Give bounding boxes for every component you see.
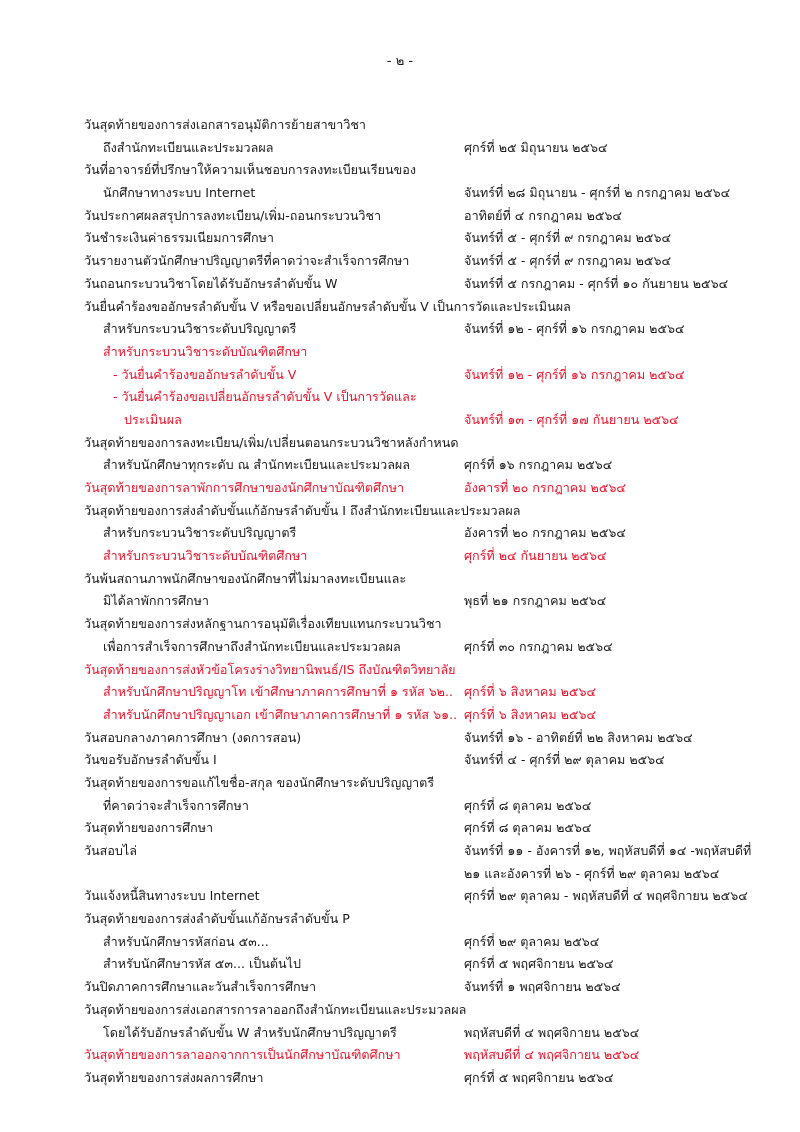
event-label: วันสุดท้ายของการส่งเอกสารการลาออกถึงสำนักทะเบียนและประมวลผล — [84, 1001, 467, 1017]
event-label: วันสุดท้ายของการลงทะเบียน/เพิ่ม/เปลี่ยนตอนกระบวนวิชาหลังกำหนด — [84, 434, 459, 450]
calendar-row — [0, 432, 800, 455]
event-label: สำหรับนักศึกษาปริญญาเอก เข้าศึกษาภาคการศึกษาที่ ๑ รหัส ๖๑.. — [103, 706, 458, 722]
calendar-row — [0, 182, 800, 205]
event-date: ศุกร์ที่ ๒๙ ตุลาคม - พฤหัสบดีที่ ๔ พฤศจิกายน ๒๕๖๔ — [464, 888, 748, 904]
event-label: วันปิดภาคการศึกษาและวันสำเร็จการศึกษา — [84, 979, 317, 995]
calendar-row-highlighted — [0, 409, 800, 432]
event-date: จันทร์ที่ ๑๖ - อาทิตย์ที่ ๒๒ สิงหาคม ๒๕๖๔ — [464, 729, 693, 745]
calendar-row — [0, 273, 800, 296]
calendar-row — [0, 976, 800, 999]
calendar-row — [0, 454, 800, 477]
event-label: มิได้ลาพักการศึกษา — [103, 593, 209, 609]
event-label: วันสอบกลางภาคการศึกษา (งดการสอน) — [84, 729, 302, 745]
calendar-row-highlighted — [0, 386, 800, 409]
event-date: จันทร์ที่ ๑๒ - ศุกร์ที่ ๑๖ กรกฎาคม ๒๕๖๔ — [464, 366, 685, 382]
calendar-row — [0, 795, 800, 818]
calendar-row-highlighted — [0, 545, 800, 568]
calendar-row — [0, 863, 800, 886]
academic-calendar — [0, 114, 800, 1090]
event-label: วันชำระเงินค่าธรรมเนียมการศึกษา — [84, 230, 274, 246]
event-label: สำหรับนักศึกษารหัสก่อน ๕๓... — [103, 933, 269, 949]
event-label: สำหรับกระบวนวิชาระดับปริญญาตรี — [103, 525, 297, 541]
event-label: ประเมินผล — [124, 411, 182, 427]
event-label: วันสุดท้ายของการส่งหัวข้อโครงร่างวิทยานิพนธ์/IS ถึงบัณฑิตวิทยาลัย — [84, 661, 456, 677]
page-number: - ๒ - — [386, 54, 414, 69]
calendar-row — [0, 318, 800, 341]
event-date: จันทร์ที่ ๑๑ - อังคารที่ ๑๒, พฤหัสบดีที่ ๑๔ -พฤหัสบดีที่ — [464, 843, 752, 858]
event-date: อาทิตย์ที่ ๔ กรกฎาคม ๒๕๖๔ — [464, 207, 622, 223]
event-label: วันแจ้งหนี้สินทางระบบ Internet — [84, 888, 260, 904]
event-label: วันขอรับอักษรลำดับขั้น I — [84, 752, 217, 768]
calendar-row — [0, 999, 800, 1022]
event-date: ศุกร์ที่ ๖ สิงหาคม ๒๕๖๔ — [464, 706, 596, 722]
calendar-row — [0, 613, 800, 636]
calendar-row — [0, 749, 800, 772]
calendar-row — [0, 500, 800, 523]
event-label: วันรายงานตัวนักศึกษาปริญญาตรีที่คาดว่าจะสำเร็จการศึกษา — [84, 253, 410, 269]
event-label: วันยื่นคำร้องขออักษรลำดับขั้น V หรือขอเปลี่ยนอักษรลำดับขั้น V เป็นการวัดและประเมินผล — [84, 298, 571, 314]
calendar-row-highlighted — [0, 364, 800, 387]
calendar-row — [0, 522, 800, 545]
calendar-row — [0, 817, 800, 840]
calendar-row — [0, 908, 800, 931]
event-date: พฤหัสบดีที่ ๔ พฤศจิกายน ๒๕๖๔ — [464, 1047, 640, 1063]
event-date: ศุกร์ที่ ๘ ตุลาคม ๒๕๖๔ — [464, 820, 592, 836]
calendar-row — [0, 1022, 800, 1045]
event-date: จันทร์ที่ ๔ - ศุกร์ที่ ๒๙ ตุลาคม ๒๕๖๔ — [464, 752, 665, 768]
calendar-row — [0, 931, 800, 954]
calendar-row — [0, 227, 800, 250]
event-label: วันสุดท้ายของการส่งหลักฐานการอนุมัติเรื่องเทียบแทนกระบวนวิชา — [84, 616, 442, 632]
event-label: วันสอบไล่ — [84, 843, 137, 858]
calendar-row-highlighted — [0, 681, 800, 704]
event-date: จันทร์ที่ ๑ พฤศจิกายน ๒๕๖๔ — [464, 979, 621, 995]
event-label: วันสุดท้ายของการลาออกจากการเป็นนักศึกษาบัณฑิตศึกษา — [84, 1047, 401, 1063]
event-label: วันประกาศผลสรุปการลงทะเบียน/เพิ่ม-ถอนกระบวนวิชา — [84, 207, 382, 223]
event-date: จันทร์ที่ ๕ - ศุกร์ที่ ๙ กรกฎาคม ๒๕๖๔ — [464, 230, 671, 246]
calendar-row-highlighted — [0, 341, 800, 364]
event-label: วันพ้นสถานภาพนักศึกษาของนักศึกษาที่ไม่มาลงทะเบียนและ — [84, 570, 407, 586]
event-date: ศุกร์ที่ ๕ พฤศจิกายน ๒๕๖๔ — [464, 1069, 614, 1085]
calendar-row — [0, 568, 800, 591]
event-date: จันทร์ที่ ๒๘ มิถุนายน - ศุกร์ที่ ๒ กรกฎาคม ๒๕๖๔ — [464, 185, 731, 201]
event-label: วันสุดท้ายของการส่งผลการศึกษา — [84, 1069, 264, 1085]
event-date: จันทร์ที่ ๕ - ศุกร์ที่ ๙ กรกฎาคม ๒๕๖๔ — [464, 253, 671, 269]
calendar-row — [0, 727, 800, 750]
event-label: สำหรับกระบวนวิชาระดับบัณฑิตศึกษา — [103, 343, 308, 359]
calendar-row — [0, 114, 800, 137]
event-label: สำหรับกระบวนวิชาระดับบัณฑิตศึกษา — [103, 548, 308, 564]
calendar-row — [0, 250, 800, 273]
calendar-row — [0, 590, 800, 613]
calendar-row — [0, 1067, 800, 1090]
event-label: วันสุดท้ายของการส่งเอกสารอนุมัติการย้ายสาขาวิชา — [84, 117, 367, 132]
event-label: - วันยื่นคำร้องขอเปลี่ยนอักษรลำดับขั้น V เป็นการวัดและ — [113, 389, 417, 405]
calendar-row-highlighted — [0, 659, 800, 682]
calendar-row — [0, 296, 800, 319]
calendar-row — [0, 205, 800, 228]
event-label: เพื่อการสำเร็จการศึกษาถึงสำนักทะเบียนและประมวลผล — [103, 638, 401, 654]
calendar-row — [0, 885, 800, 908]
event-date: ศุกร์ที่ ๕ พฤศจิกายน ๒๕๖๔ — [464, 956, 614, 972]
calendar-row-highlighted — [0, 477, 800, 500]
event-label: นักศึกษาทางระบบ Internet — [103, 185, 256, 201]
event-label: สำหรับนักศึกษารหัส ๕๓... เป็นต้นไป — [103, 956, 301, 972]
event-label: วันสุดท้ายของการศึกษา — [84, 820, 214, 836]
event-label: สำหรับกระบวนวิชาระดับปริญญาตรี — [103, 321, 297, 337]
event-label: วันที่อาจารย์ที่ปรึกษาให้ความเห็นชอบการลงทะเบียนเรียนของ — [84, 162, 416, 178]
event-date: พุธที่ ๒๑ กรกฎาคม ๒๕๖๔ — [464, 593, 607, 609]
event-label: - วันยื่นคำร้องขออักษรลำดับขั้น V — [113, 366, 297, 382]
calendar-row-highlighted — [0, 704, 800, 727]
event-date: ศุกร์ที่ ๒๙ ตุลาคม ๒๕๖๔ — [464, 933, 600, 949]
event-date: ศุกร์ที่ ๒๔ กันยายน ๒๕๖๔ — [464, 548, 607, 564]
event-date: จันทร์ที่ ๕ กรกฎาคม - ศุกร์ที่ ๑๐ กันยายน ๒๕๖๔ — [464, 275, 729, 291]
event-date: ศุกร์ที่ ๒๕ มิถุนายน ๒๕๖๔ — [464, 139, 608, 155]
event-label: วันสุดท้ายของการส่งลำดับขั้นแก้อักษรลำดับขั้น P — [84, 911, 350, 927]
event-label: วันถอนกระบวนวิชาโดยได้รับอักษรลำดับขั้น W — [84, 275, 338, 291]
calendar-row — [0, 159, 800, 182]
calendar-row — [0, 636, 800, 659]
calendar-row-highlighted — [0, 1044, 800, 1067]
event-date: ศุกร์ที่ ๖ สิงหาคม ๒๕๖๔ — [464, 684, 596, 700]
event-label: สำหรับนักศึกษาทุกระดับ ณ สำนักทะเบียนและประมวลผล — [103, 457, 411, 473]
event-date: ๒๑ และอังคารที่ ๒๖ - ศุกร์ที่ ๒๙ ตุลาคม ๒๕๖๔ — [464, 865, 720, 881]
event-date: อังคารที่ ๒๐ กรกฎาคม ๒๕๖๔ — [464, 480, 626, 495]
event-label: วันสุดท้ายของการขอแก้ไขชื่อ-สกุล ของนักศึกษาระดับปริญญาตรี — [84, 774, 435, 790]
event-label: ที่คาดว่าจะสำเร็จการศึกษา — [103, 797, 249, 813]
event-date: ศุกร์ที่ ๘ ตุลาคม ๒๕๖๔ — [464, 797, 592, 813]
event-label: ถึงสำนักทะเบียนและประมวลผล — [103, 139, 274, 155]
calendar-row — [0, 840, 800, 863]
event-date: ศุกร์ที่ ๓๐ กรกฎาคม ๒๕๖๔ — [464, 638, 613, 654]
calendar-row — [0, 772, 800, 795]
calendar-row — [0, 137, 800, 160]
event-date: ศุกร์ที่ ๑๖ กรกฎาคม ๒๕๖๔ — [464, 457, 613, 473]
calendar-row — [0, 953, 800, 976]
event-date: จันทร์ที่ ๑๓ - ศุกร์ที่ ๑๗ กันยายน ๒๕๖๔ — [464, 411, 679, 427]
event-label: โดยได้รับอักษรลำดับขั้น W สำหรับนักศึกษาปริญญาตรี — [103, 1024, 397, 1040]
event-label: สำหรับนักศึกษาปริญญาโท เข้าศึกษาภาคการศึกษาที่ ๑ รหัส ๖๒.. — [103, 684, 453, 700]
event-date: จันทร์ที่ ๑๒ - ศุกร์ที่ ๑๖ กรกฎาคม ๒๕๖๔ — [464, 321, 685, 337]
event-label: วันสุดท้ายของการส่งลำดับขั้นแก้อักษรลำดับขั้น I ถึงสำนักทะเบียนและประมวลผล — [84, 502, 521, 518]
event-date: พฤหัสบดีที่ ๔ พฤศจิกายน ๒๕๖๔ — [464, 1024, 640, 1040]
event-label: วันสุดท้ายของการลาพักการศึกษาของนักศึกษาบัณฑิตศึกษา — [84, 480, 405, 495]
event-date: อังคารที่ ๒๐ กรกฎาคม ๒๕๖๔ — [464, 525, 626, 541]
